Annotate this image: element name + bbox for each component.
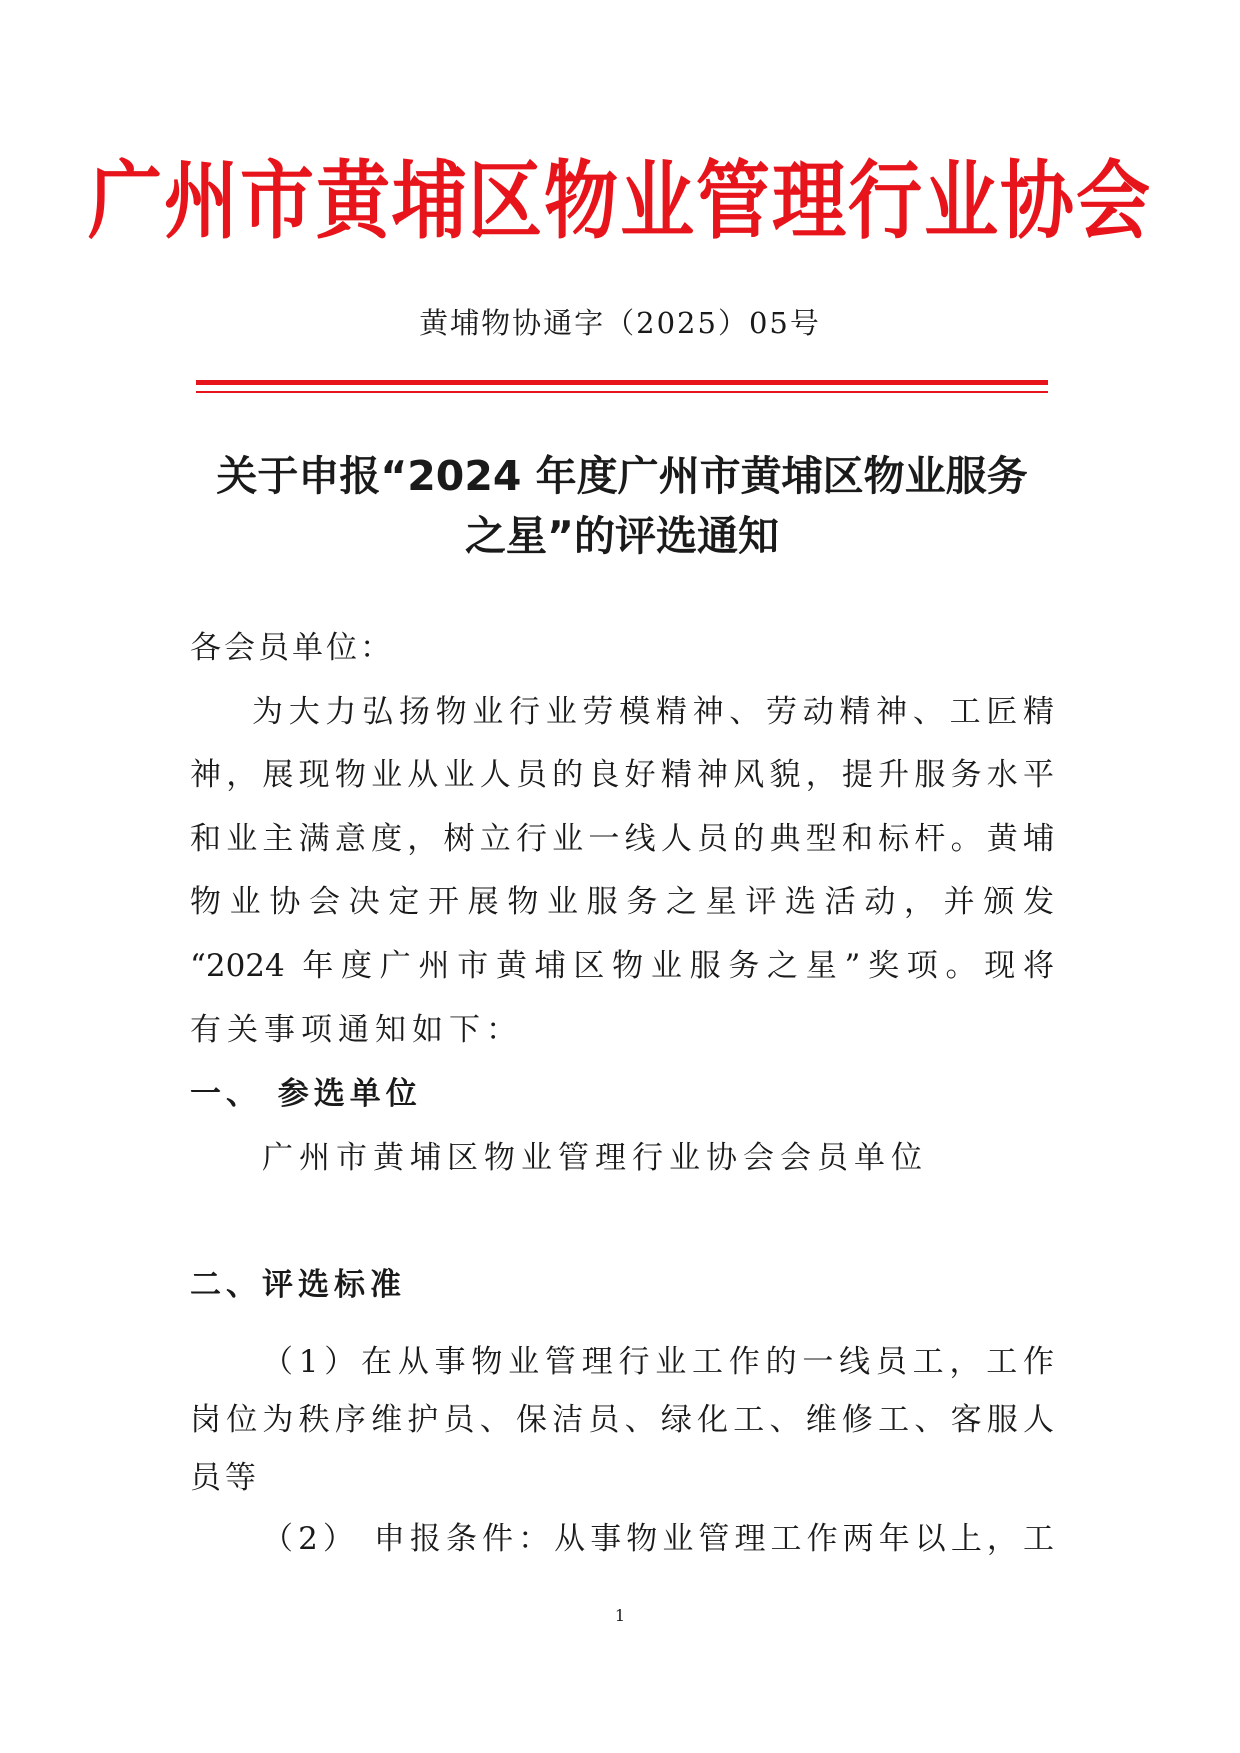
intro-line-4: 物业协会决定开展物业服务之星评选活动，并颁发 [190,884,1054,920]
notice-title [190,446,1054,566]
section-2-heading: 二、评选标准 [190,1267,406,1303]
intro-line-6: 有关事项通知如下： [190,1012,523,1048]
masthead-red-rule-thin [196,391,1048,393]
intro-line-3: 和业主满意度，树立行业一线人员的典型和标杆。黄埔 [190,821,1054,857]
masthead-organization: 广州市黄埔区物业管理行业协会 [88,152,1152,252]
criteria-item-1-line-1: （1）在从事物业管理行业工作的一线员工，工作 [262,1344,1054,1380]
page-number: 1 [614,1606,626,1625]
section-1-body: 广州市黄埔区物业管理行业协会会员单位 [262,1140,928,1176]
intro-line-2: 神，展现物业从业人员的良好精神风貌，提升服务水平 [190,757,1054,793]
title-line-1: 关于申报“2024 年度广州市黄埔区物业服务 [216,452,1028,500]
document-number: 黄埔物协通字（2025）05号 [419,306,821,340]
section-1-heading: 一、 参选单位 [190,1076,422,1112]
masthead-red-rule-thick [196,380,1048,385]
title-line-2: 之星”的评选通知 [465,512,779,560]
criteria-item-1-line-3: 员等 [190,1460,260,1496]
salutation: 各会员单位： [190,630,394,666]
criteria-item-1-line-2: 岗位为秩序维护员、保洁员、绿化工、维修工、客服人 [190,1402,1054,1438]
intro-line-1: 为大力弘扬物业行业劳模精神、劳动精神、工匠精 [252,694,1054,730]
intro-line-5: “2024 年度广州市黄埔区物业服务之星”奖项。现将 [190,948,1054,984]
criteria-item-2-line-1: （2） 申报条件：从事物业管理工作两年以上，工 [262,1521,1054,1557]
